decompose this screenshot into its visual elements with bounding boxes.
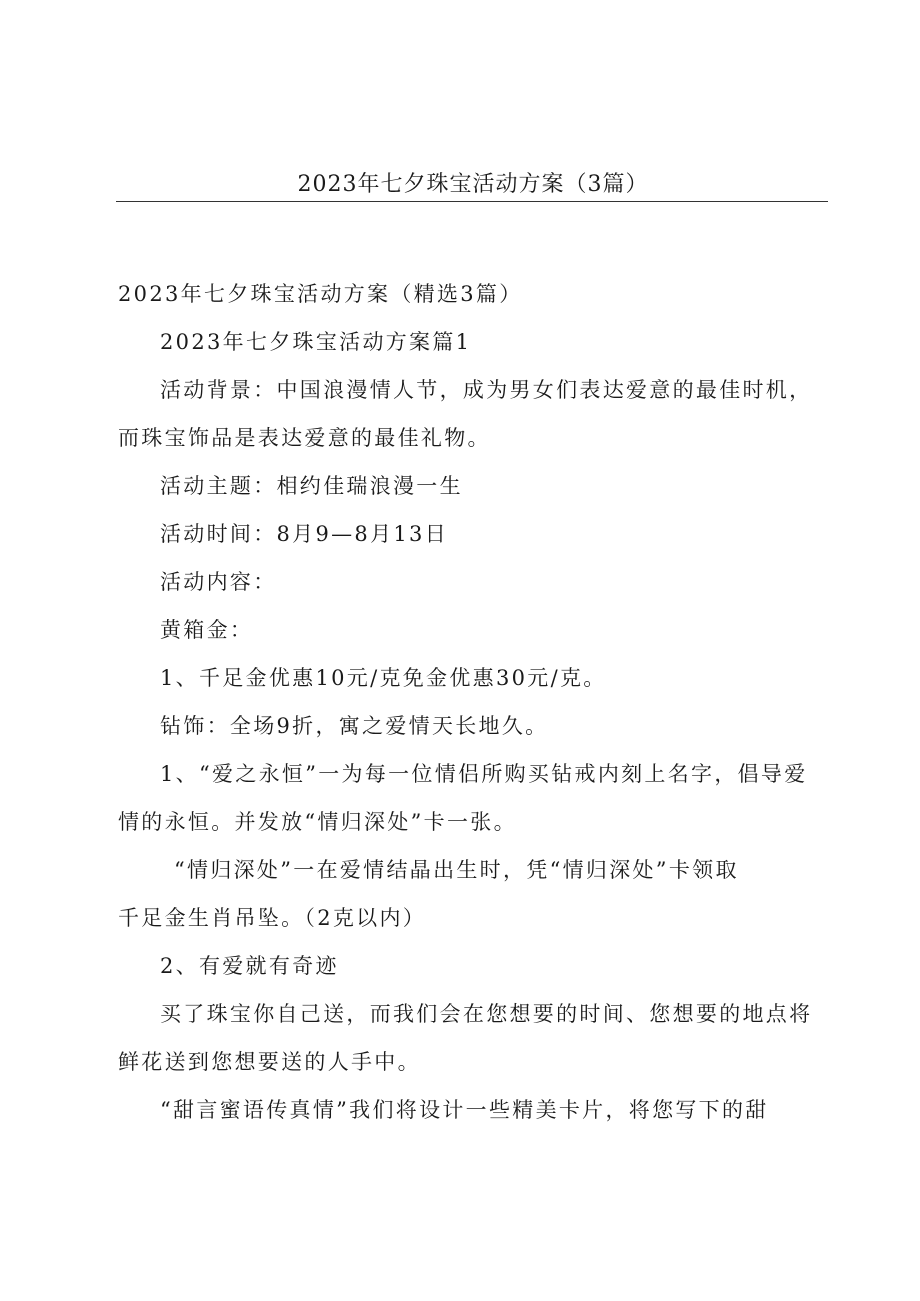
document-title: 2023年七夕珠宝活动方案（3篇）: [297, 172, 649, 197]
paragraph-gold-heading: 黄箱金：: [160, 618, 254, 642]
paragraph-gold-offer: 1、千足金优惠10元/克免金优惠30元/克。: [160, 666, 607, 690]
paragraph-eternal-love: 1、“爱之永恒”一为每一位情侣所购买钻戒内刻上名字，倡导爱情的永恒。并发放“情归深处”卡一张。: [118, 762, 808, 834]
paragraph-background: 活动背景：中国浪漫情人节，成为男女们表达爱意的最佳时机，而珠宝饰品是表达爱意的最佳礼物。: [118, 378, 813, 450]
paragraph-flower-delivery: 买了珠宝你自己送，而我们会在您想要的时间、您想要的地点将鲜花送到您想要送的人手中。: [118, 1002, 813, 1074]
title-underline: [116, 201, 828, 202]
paragraph-content-heading: 活动内容：: [160, 570, 277, 594]
paragraph-diamond: 钻饰：全场9折，寓之爱情天长地久。: [160, 714, 549, 738]
paragraph-card-line-2: 千足金生肖吊坠。（2克以内）: [118, 906, 427, 930]
paragraph-theme: 活动主题：相约佳瑞浪漫一生: [160, 474, 463, 498]
paragraph-card-line-1: “情归深处”一在爱情结晶出生时，凭“情归深处”卡领取: [174, 858, 739, 882]
paragraph-subtitle: 2023年七夕珠宝活动方案（精选3篇）: [118, 282, 523, 306]
paragraph-sweet-words: “甜言蜜语传真情”我们将设计一些精美卡片，将您写下的甜: [160, 1098, 769, 1122]
document-body: [118, 270, 828, 1134]
paragraph-card: [118, 846, 828, 942]
paragraph-miracle-heading: 2、有爱就有奇迹: [160, 954, 339, 978]
paragraph-section-heading: 2023年七夕珠宝活动方案篇1: [160, 330, 472, 354]
paragraph-time: 活动时间：8月9—8月13日: [160, 522, 449, 546]
